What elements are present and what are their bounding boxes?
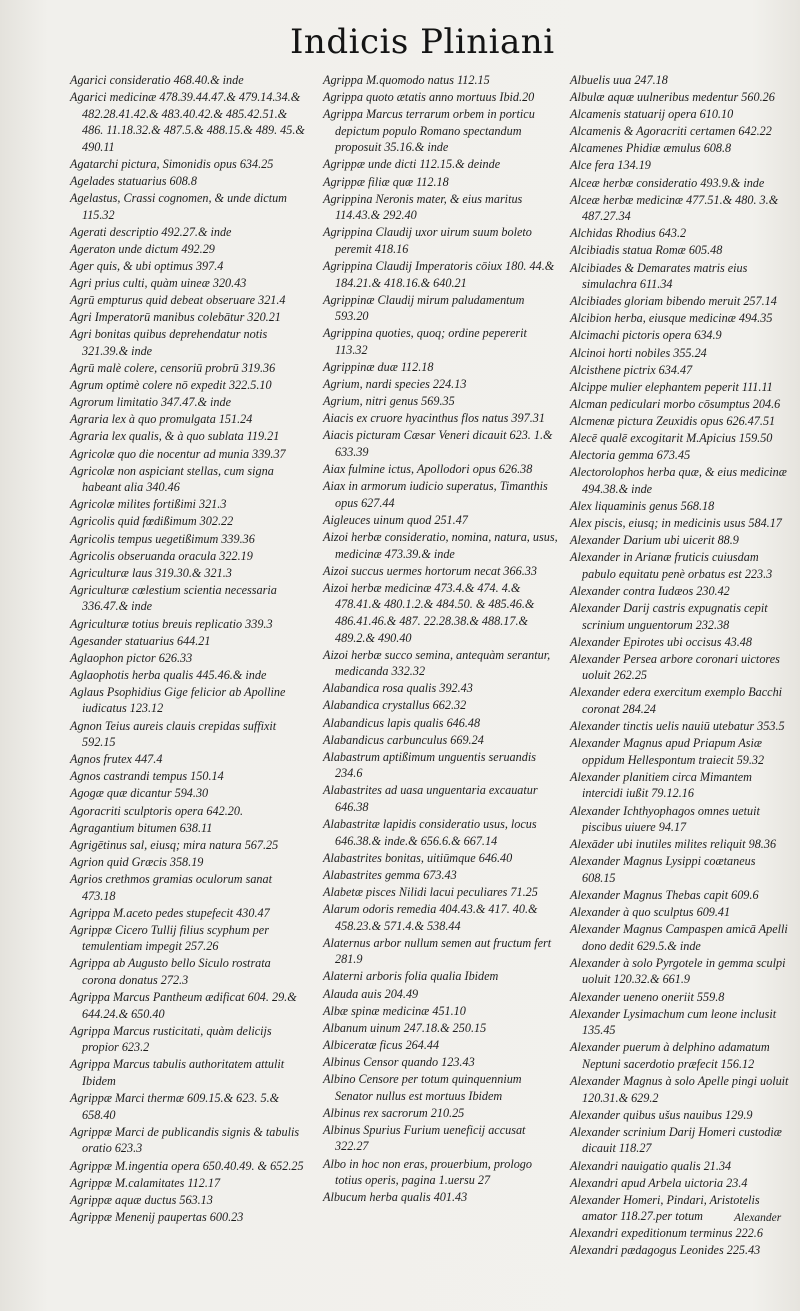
index-entry: Agri prius culti, quàm uineæ 320.43 xyxy=(70,276,247,291)
index-entry: Albinus Censor quando 123.43 xyxy=(323,1054,475,1069)
index-entry: Agarici medicinæ 478.39.44.47.& 479.14.34.& 482.28.41.42.& 483.40.42.& 485.42.51.& 486. 11.18.32.& 487.5.& 488.15.& 489. 45.& 490.11 xyxy=(70,90,305,154)
index-entry: Agricolis quid fœdißimum 302.22 xyxy=(70,514,234,529)
index-entry: Agrippæ Menenij paupertas 600.23 xyxy=(70,1209,244,1224)
index-entry: Agraria lex à quo promulgata 151.24 xyxy=(70,412,253,427)
index-entry: Agrippæ Marci thermæ 609.15.& 623. 5.& 658.40 xyxy=(70,1091,280,1122)
index-entry: Agrippæ unde dicti 112.15.& deinde xyxy=(323,157,501,172)
index-entry: Alcibion herba, eiusque medicinæ 494.35 xyxy=(570,311,773,326)
index-entry: Agrorum limitatio 347.47.& inde xyxy=(70,395,232,410)
index-entry: Agri Imperatorū manibus colebātur 320.21 xyxy=(70,310,281,325)
index-entry: Agri bonitas quibus deprehendatur notis 321.39.& inde xyxy=(70,327,268,358)
index-entry: Alexander Darij castris expugnatis cepit scrinium unguentorum 232.38 xyxy=(570,600,768,632)
index-entry: Agrium, nardi species 224.13 xyxy=(323,377,467,392)
index-entry: Alchidas Rhodius 643.2 xyxy=(570,226,687,241)
index-entry: Alabandicus carbunculus 669.24 xyxy=(323,732,484,747)
index-entry: Albo in hoc non eras, prouerbium, prologo totius operis, pagina 1.uersu 27 xyxy=(323,1156,532,1188)
index-entry: Albæ spinæ medicinæ 451.10 xyxy=(323,1003,466,1018)
index-entry: Alexandri apud Arbela uictoria 23.4 xyxy=(570,1175,748,1190)
index-entry: Agrippa quoto ætatis anno mortuus Ibid.20 xyxy=(323,90,535,105)
index-entry: Agrippæ Cicero Tullij filius scyphum per temulentiam impegit 257.26 xyxy=(70,922,269,954)
index-column-1 xyxy=(70,72,306,1226)
index-entry: Alcibiades gloriam bibendo meruit 257.14 xyxy=(570,294,777,309)
index-entry: Agrippina quoties, quoq; ordine pepererit 113.32 xyxy=(323,326,527,357)
index-entry: Alcamenis & Agoracriti certamen 642.22 xyxy=(570,124,772,139)
index-entry: Alexander in Arianæ fruticis cuiusdam pabulo equitatu penè orbatus est 223.3 xyxy=(570,550,773,581)
index-entry: Alcimachi pictoris opera 634.9 xyxy=(570,328,722,343)
index-entry: Agoracriti sculptoris opera 642.20. xyxy=(70,803,243,818)
index-entry: Agrippa M.quomodo natus 112.15 xyxy=(323,73,490,87)
index-entry: Aglaophotis herba qualis 445.46.& inde xyxy=(70,667,267,682)
index-entry: Agrippæ aquæ ductus 563.13 xyxy=(70,1192,213,1207)
index-entry: Agrippina Neronis mater, & eius maritus 114.43.& 292.40 xyxy=(323,191,523,223)
index-entry: Aglaus Psophidius Gige felicior ab Apolline iudicatus 123.12 xyxy=(70,684,286,716)
index-entry: Albucum herba qualis 401.43 xyxy=(323,1190,468,1205)
index-entry: Alectoria gemma 673.45 xyxy=(570,448,691,463)
index-entry: Agogæ quæ dicantur 594.30 xyxy=(70,786,209,801)
index-entry: Alexander Epirotes ubi occisus 43.48 xyxy=(570,634,752,649)
index-entry: Agrum optimè colere nō expedit 322.5.10 xyxy=(70,378,272,393)
index-entry: Agricolæ quo die nocentur ad munia 339.37 xyxy=(70,446,286,461)
index-entry: Albanum uinum 247.18.& 250.15 xyxy=(323,1020,487,1035)
index-entry: Agrium, nitri genus 569.35 xyxy=(323,394,455,409)
index-entry: Alabandicus lapis qualis 646.48 xyxy=(323,715,481,730)
index-entry: Aigleuces uinum quod 251.47 xyxy=(323,512,468,527)
index-entry: Agrigētinus sal, eiusq; mira natura 567.25 xyxy=(70,837,279,852)
index-entry: Alexander ueneno oneriit 559.8 xyxy=(570,989,725,1004)
index-entry: Alaterni arboris folia qualia Ibidem xyxy=(323,969,499,984)
index-entry: Aglaophon pictor 626.33 xyxy=(70,650,193,665)
index-entry: Alcman pediculari morbo cōsumptus 204.6 xyxy=(570,396,781,411)
index-entry: Alex piscis, eiusq; in medicinis usus 584.17 xyxy=(570,515,782,530)
index-entry: Alcamenis statuarij opera 610.10 xyxy=(570,107,734,122)
index-entry: Aiacis picturam Cæsar Veneri dicauit 623. 1.& 633.39 xyxy=(323,428,553,460)
index-entry: Agriculturæ totius breuis replicatio 339.3 xyxy=(70,616,273,631)
index-entry: Agrippæ filiæ quæ 112.18 xyxy=(323,174,449,189)
index-entry: Agrū malè colere, censoriū probrū 319.36 xyxy=(70,361,276,376)
index-entry: Agrippæ Marci de publicandis signis & tabulis oratio 623.3 xyxy=(70,1124,300,1156)
index-entry: Alexander planitiem circa Mimantem intercidi iußit 79.12.16 xyxy=(570,769,752,801)
index-entry: Alexāder ubi inutiles milites reliquit 98.36 xyxy=(570,837,777,852)
index-entry: Alex liquaminis genus 568.18 xyxy=(570,498,715,513)
index-entry: Alabandica crystallus 662.32 xyxy=(323,698,467,713)
index-entry: Alexander contra Iudæos 230.42 xyxy=(570,583,730,598)
index-entry: Albiceratæ ficus 264.44 xyxy=(323,1037,440,1052)
index-entry: Ager quis, & ubi optimus 397.4 xyxy=(70,259,224,274)
index-entry: Alcinoi horti nobiles 355.24 xyxy=(570,345,707,360)
index-entry: Albinus rex sacrorum 210.25 xyxy=(323,1105,465,1120)
index-entry: Agrū empturus quid debeat obseruare 321.4 xyxy=(70,293,286,308)
index-entry: Albinus Spurius Furium ueneficij accusat 322.27 xyxy=(323,1122,526,1154)
index-entry: Alexander Homeri, Pindari, Aristotelis amator 118.27.per totum xyxy=(570,1192,760,1224)
index-entry: Alexander tinctis uelis nauiū utebatur 353.5 xyxy=(570,719,785,734)
index-entry: Alexandri expeditionum terminus 222.6 xyxy=(570,1226,763,1241)
index-entry: Alauda auis 204.49 xyxy=(323,986,419,1001)
index-entry: Alexander Persea arbore coronari uictores uoluit 262.25 xyxy=(570,651,780,683)
index-entry: Alexander Darium ubi uicerit 88.9 xyxy=(570,533,739,548)
index-entry: Alabetæ pisces Nilidi lacui peculiares 71.25 xyxy=(323,885,538,899)
index-entry: Agrippa Marcus terrarum orbem in porticu depictum populo Romano spectandum proposuit 35.16.& inde xyxy=(323,107,535,155)
index-entry: Agrippæ M.calamitates 112.17 xyxy=(70,1175,221,1190)
index-entry: Albulæ aquæ uulneribus medentur 560.26 xyxy=(570,90,775,105)
index-entry: Agelades statuarius 608.8 xyxy=(70,174,197,189)
index-entry: Alabastrites gemma 673.43 xyxy=(323,867,457,882)
index-entry: Agricolis tempus uegetißimum 339.36 xyxy=(70,531,255,546)
index-entry: Aizoi herbæ medicinæ 473.4.& 474. 4.& 478.41.& 480.1.2.& 484.50. & 485.46.& 486.41.46.& 487. 22.28.38.& 488.17.& 489.2.& 490.40 xyxy=(323,580,535,645)
index-entry: Alecē qualē excogitarit M.Apicius 159.50 xyxy=(570,430,773,445)
index-entry: Alexander Magnus Thebas capit 609.6 xyxy=(570,888,759,902)
index-entry: Alabandica rosa qualis 392.43 xyxy=(323,681,473,696)
index-entry: Agrippa M.aceto pedes stupefecit 430.47 xyxy=(70,905,270,920)
index-entry: Alexander Magnus à solo Apelle pingi uoluit 120.31.& 629.2 xyxy=(570,1074,789,1105)
index-entry: Agrion quid Græcis 358.19 xyxy=(70,854,204,869)
index-entry: Aiax fulmine ictus, Apollodori opus 626.38 xyxy=(323,462,533,477)
index-entry: Agraria lex qualis, & à quo sublata 119.21 xyxy=(70,429,280,444)
index-entry: Aizoi herbæ consideratio, nomina, natura, usus, medicinæ 473.39.& inde xyxy=(323,530,558,561)
index-entry: Alexander à solo Pyrgotele in gemma sculpi uoluit 120.32.& 661.9 xyxy=(570,955,786,987)
index-entry: Alceæ herbæ consideratio 493.9.& inde xyxy=(570,175,765,190)
index-entry: Agrippa ab Augusto bello Siculo rostrata corona donatus 272.3 xyxy=(70,956,271,987)
index-entry: Agrippina Claudij Imperatoris cōiux 180. 44.& 184.21.& 418.16.& 640.21 xyxy=(323,259,555,290)
index-entry: Ageraton unde dictum 492.29 xyxy=(70,241,215,256)
index-entry: Agesander statuarius 644.21 xyxy=(70,633,211,648)
index-entry: Alce fera 134.19 xyxy=(570,158,651,173)
index-entry: Alexandri nauigatio qualis 21.34 xyxy=(570,1158,732,1173)
index-entry: Alabastrites bonitas, uitiūmque 646.40 xyxy=(323,850,513,865)
index-entry: Alcibiadis statua Romæ 605.48 xyxy=(570,243,723,258)
index-entry: Alcmenæ pictura Zeuxidis opus 626.47.51 xyxy=(570,413,776,428)
index-entry: Aizoi succus uermes hortorum necat 366.33 xyxy=(323,563,537,578)
index-entry: Agatarchi pictura, Simonidis opus 634.25 xyxy=(70,156,274,171)
index-entry: Agrippinæ duæ 112.18 xyxy=(323,360,434,375)
index-entry: Alceæ herbæ medicinæ 477.51.& 480. 3.& 487.27.34 xyxy=(570,192,779,224)
index-entry: Alexander quibus ušus nauibus 129.9 xyxy=(570,1107,753,1122)
index-entry: Alexandri pædagogus Leonides 225.43 xyxy=(570,1243,761,1258)
index-entry: Agarici consideratio 468.40.& inde xyxy=(70,73,244,87)
index-entry: Agricolæ milites fortißimi 321.3 xyxy=(70,497,227,512)
index-entry: Alexander Magnus Campaspen amicā Apelli dono dedit 629.5.& inde xyxy=(570,922,788,953)
index-entry: Alexander Lysimachum cum leone inclusit 135.45 xyxy=(570,1006,777,1038)
index-entry: Agnon Teius aureis clauis crepidas suffixit 592.15 xyxy=(70,718,277,750)
index-entry: Agelastus, Crassi cognomen, & unde dictum 115.32 xyxy=(70,191,287,222)
index-entry: Alabastritæ lapidis consideratio usus, locus 646.38.& inde.& 656.6.& 667.14 xyxy=(323,817,537,848)
index-entry: Alabastrites ad uasa unguentaria excauatur 646.38 xyxy=(323,783,538,815)
index-entry: Aiacis ex cruore hyacinthus flos natus 397.31 xyxy=(323,411,545,426)
index-entry: Alexander puerum à delphino adamatum Neptuni sacerdotio præfecit 156.12 xyxy=(570,1040,770,1071)
index-entry: Alabastrum aptißimum unguentis seruandis 234.6 xyxy=(323,749,536,781)
catchword: Alexander xyxy=(734,1212,782,1224)
index-entry: Alexander Magnus Lysippi coætaneus 608.15 xyxy=(570,854,756,885)
index-column-2 xyxy=(323,72,559,1206)
index-entry: Alcamenes Phidiæ æmulus 608.8 xyxy=(570,141,732,156)
index-entry: Agrippina Claudij uxor uirum suum boleto peremit 418.16 xyxy=(323,225,532,256)
index-entry: Agricolæ non aspiciant stellas, cum signa habeant alia 340.46 xyxy=(70,463,274,495)
index-entry: Agrippa Marcus rusticitati, quàm delicijs propior 623.2 xyxy=(70,1023,272,1055)
index-entry: Alcippe mulier elephantem peperit 111.11 xyxy=(570,379,773,394)
index-entry: Alexander scrinium Darij Homeri custodiæ dicauit 118.27 xyxy=(570,1124,782,1156)
index-entry: Alexander Magnus apud Priapum Asiæ oppidum Hellespontum traiecit 59.32 xyxy=(570,736,765,767)
index-entry: Agrippa Marcus tabulis authoritatem attulit Ibidem xyxy=(70,1057,285,1089)
index-entry: Aizoi herbæ succo semina, antequàm serantur, medicanda 332.32 xyxy=(323,647,551,679)
index-entry: Alcisthene pictrix 634.47 xyxy=(570,362,693,377)
index-entry: Alarum odoris remedia 404.43.& 417. 40.& 458.23.& 571.4.& 538.44 xyxy=(323,902,538,933)
index-entry: Alexander edera exercitum exemplo Bacchi coronat 284.24 xyxy=(570,685,783,716)
index-entry: Agrippæ M.ingentia opera 650.40.49. & 652.25 xyxy=(70,1158,304,1173)
index-entry: Agrios crethmos gramias oculorum sanat 473.18 xyxy=(70,871,272,903)
index-entry: Alexander Ichthyophagos omnes uetuit piscibus uiuere 94.17 xyxy=(570,803,760,835)
index-column-3 xyxy=(570,72,792,1260)
index-entry: Alectorolophos herba quæ, & eius medicinæ 494.38.& inde xyxy=(570,465,787,496)
index-entry: Agriculturæ laus 319.30.& 321.3 xyxy=(70,565,232,580)
index-entry: Aiax in armorum iudicio superatus, Timanthis opus 627.44 xyxy=(323,479,548,510)
index-entry: Agriculturæ cœlestium scientia necessaria 336.47.& inde xyxy=(70,582,277,614)
index-entry: Agrippa Marcus Pantheum ædificat 604. 29.& 644.24.& 650.40 xyxy=(70,990,297,1021)
index-entry: Agerati descriptio 492.27.& inde xyxy=(70,224,232,239)
index-entry: Agnos frutex 447.4 xyxy=(70,752,163,767)
page-title: Indicis Pliniani xyxy=(290,22,555,62)
index-entry: Albuelis uua 247.18 xyxy=(570,73,668,87)
index-entry: Alexander à quo sculptus 609.41 xyxy=(570,905,731,920)
index-entry: Agragantium bitumen 638.11 xyxy=(70,820,213,835)
index-entry: Alcibiades & Demarates matris eius simulachra 611.34 xyxy=(570,260,748,292)
index-entry: Albino Censore per totum quinquennium Senator nullus est mortuus Ibidem xyxy=(323,1072,522,1103)
index-entry: Alaternus arbor nullum semen aut fructum fert 281.9 xyxy=(323,935,552,967)
index-entry: Agricolis obseruanda oracula 322.19 xyxy=(70,548,253,563)
index-entry: Agnos castrandi tempus 150.14 xyxy=(70,769,224,784)
index-entry: Agrippinæ Claudij mirum paludamentum 593.20 xyxy=(323,292,525,324)
